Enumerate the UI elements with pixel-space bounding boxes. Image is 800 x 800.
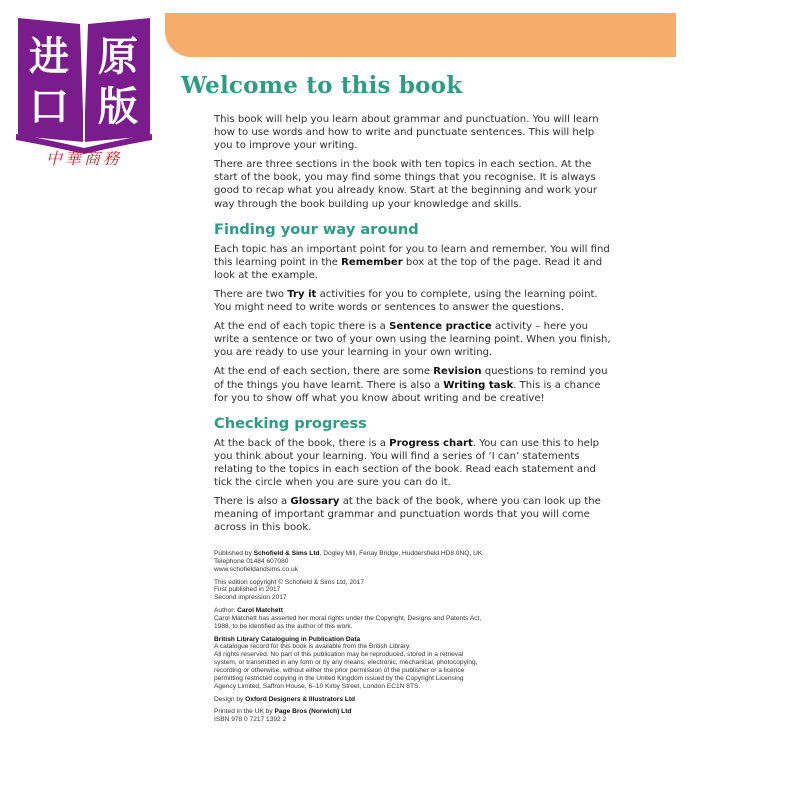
moral-rights-1: Carol Matchett has asserted her moral rights under the Copyright, Designs and Patents Act, — [214, 614, 482, 622]
term-glossary: Glossary — [290, 496, 340, 508]
imprint-page — [214, 550, 534, 729]
first-published: First published in 2017 — [214, 586, 281, 594]
checking-paragraph-1: At the back of the book, there is a Progress chart. You can use this to help you think about your learning. You will find a series of ‘I can’ statements relating to the topics in each section of the book. Read each statement and tick the circle when you are sure you can do it. — [214, 437, 600, 488]
rights-line-4: permitting restricted copying in the United Kingdom issued by the Copyright Licensing — [214, 675, 464, 683]
section-heading-finding: Finding your way around — [214, 220, 419, 238]
cip-heading: British Library Cataloguing in Publication Data — [214, 635, 361, 643]
intro-paragraph-1: This book will help you learn about grammar and punctuation. You will learn how to use words and how to write and punctuate sentences. This will help you to improve your writing. — [214, 114, 599, 152]
author-line: Author: Carol Matchett — [214, 607, 283, 615]
main-content — [214, 113, 614, 540]
copyright-line: This edition copyright © Schofield & Sims Ltd, 2017 — [214, 578, 364, 586]
checking-paragraph-2: There is also a Glossary at the back of the book, where you can look up the meaning of important grammar and punctuation words that you will come across in this book. — [214, 496, 601, 534]
term-try-it: Try it — [287, 288, 317, 300]
second-impression: Second impression 2017 — [214, 594, 287, 602]
rights-line-2: system, or transmitted in any form or by any means, electronic, mechanical, photocopying, — [214, 659, 478, 667]
term-remember: Remember — [341, 256, 403, 268]
publisher-block — [214, 550, 534, 574]
section-heading-checking: Checking progress — [214, 414, 367, 432]
page-title: Welcome to this book — [181, 72, 463, 99]
design-block — [214, 696, 534, 704]
logo-subtitle: 中華商務 — [46, 149, 123, 168]
rights-line-3: recording or otherwise, without either the prior permission of the publisher or a licence — [214, 667, 465, 675]
term-progress-chart: Progress chart — [389, 437, 473, 449]
publisher-line: Published by Schofield & Sims Ltd, Dogley Mill, Fenay Bridge, Huddersfield HD8 0NQ, UK — [214, 550, 483, 557]
finding-paragraph-3: At the end of each topic there is a Sentence practice activity – here you write a sentence or two of your own using the learning point. When you finish, you are ready to use your learning in your own writing. — [214, 321, 611, 359]
design-line: Design by Oxford Designers & Illustrators Ltd — [214, 695, 356, 703]
header-color-band — [165, 13, 676, 57]
term-sentence-practice: Sentence practice — [389, 321, 492, 333]
cip-block — [214, 636, 534, 691]
website: www.schofieldandsims.co.uk — [214, 565, 298, 573]
intro-paragraph-2: There are three sections in the book with ten topics in each section. At the start of the book, you may find some things that you recognise. It is always good to recap what you already know. Start at the beginning and work your way through the book building up your knowledge and skills. — [214, 159, 597, 210]
finding-paragraph-4: At the end of each section, there are some Revision questions to remind you of the things you have learnt. There is also a Writing task. This is a chance for you to show off what you know about writing and be creative! — [214, 366, 608, 404]
moral-rights-2: 1988, to be identified as the author of this work. — [214, 622, 353, 630]
printer-line: Printed in the UK by Page Bros (Norwich) Ltd — [214, 708, 352, 716]
rights-line-1: All rights reserved. No part of this publication may be reproduced, stored in a retrieval — [214, 651, 464, 659]
cip-line: A catalogue record for this book is available from the British Library. — [214, 643, 411, 651]
term-writing-task: Writing task — [443, 379, 514, 391]
logo-char-1: 进 — [29, 34, 69, 80]
isbn: ISBN 978 0 7217 1392 2 — [214, 716, 287, 724]
edition-block — [214, 579, 534, 603]
logo-char-3: 口 — [29, 84, 69, 130]
imported-original-logo — [14, 14, 154, 168]
finding-paragraph-1: Each topic has an important point for you to learn and remember. You will find this learning point in the Remember box at the top of the page. Read it and look at the example. — [214, 243, 610, 281]
logo-char-2: 原 — [98, 34, 138, 80]
finding-paragraph-2: There are two Try it activities for you to complete, using the learning point. You might need to write words or sentences to answer the questions. — [214, 288, 598, 314]
telephone: Telephone 01484 607080 — [214, 557, 289, 565]
term-revision: Revision — [433, 366, 482, 378]
logo-char-4: 版 — [98, 84, 138, 130]
printer-block — [214, 708, 534, 724]
rights-line-5: Agency Limited, Saffron House, 6–10 Kirby Street, London EC1N 8TS. — [214, 682, 421, 690]
author-block — [214, 607, 534, 631]
